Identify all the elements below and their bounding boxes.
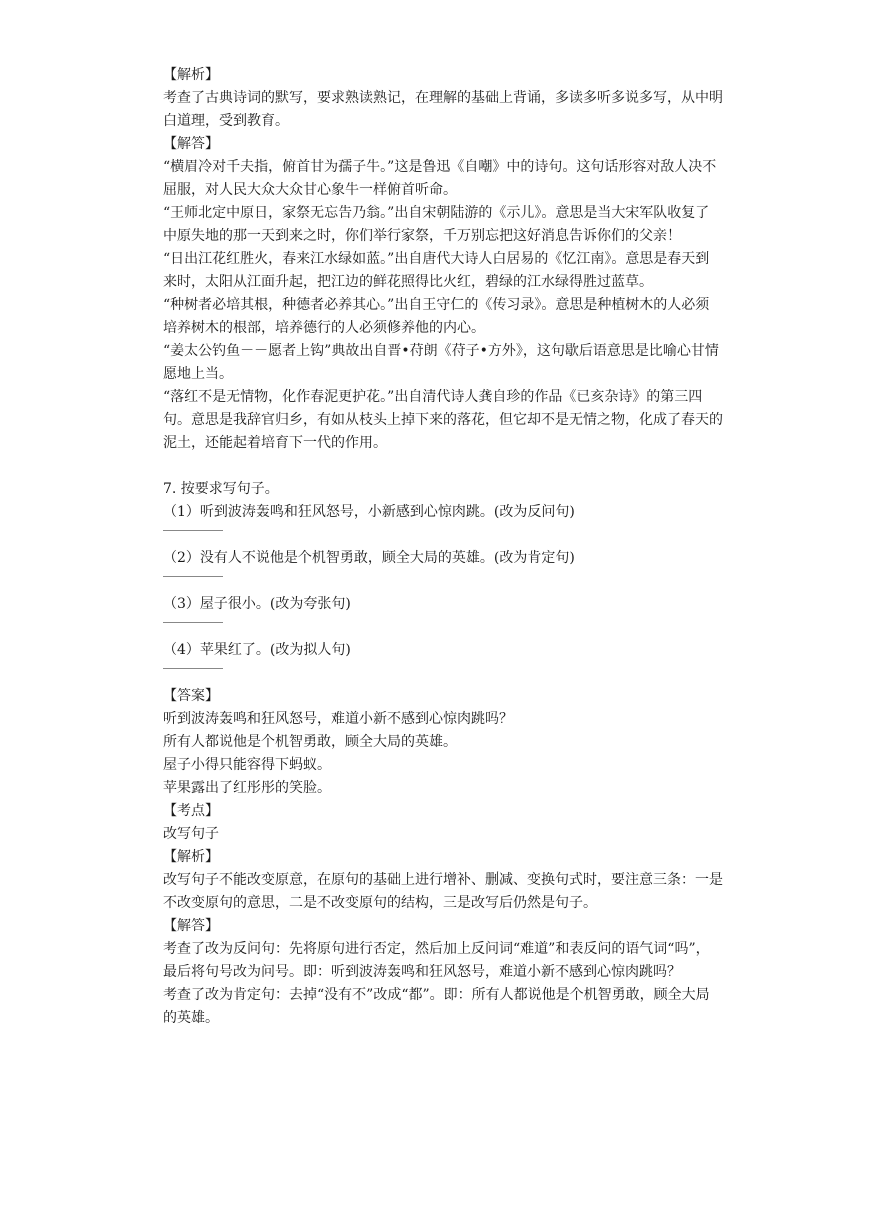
text-paragraph: 改写句子 xyxy=(163,826,219,842)
text-paragraph: （3）屋子很小。(改为夸张句) xyxy=(163,596,351,612)
answer-blank-line xyxy=(163,530,223,531)
text-paragraph: 所有人都说他是个机智勇敢，顾全大局的英雄。 xyxy=(163,734,457,750)
paragraph-spacer xyxy=(163,455,723,478)
answer-blank-line xyxy=(163,668,223,669)
text-paragraph: 【答案】 xyxy=(163,688,219,704)
text-paragraph: （4）苹果红了。(改为拟人句) xyxy=(163,642,351,658)
text-paragraph: 7. 按要求写句子。 xyxy=(163,481,279,497)
text-paragraph: “横眉冷对千夫指，俯首甘为孺子牛。”这是鲁迅《自嘲》中的诗句。这句话形容对敌人决不屈服，对人民大众大众甘心象牛一样俯首听命。 xyxy=(163,159,717,198)
text-paragraph: 屋子小得只能容得下蚂蚁。 xyxy=(163,757,331,773)
answer-blank-line xyxy=(163,576,223,577)
text-paragraph: 【解析】 xyxy=(163,849,219,865)
text-paragraph: “王师北定中原日，家祭无忘告乃翁。”出自宋朝陆游的《示儿》。意思是当大宋军队收复了中原失地的那一天到来之时，你们举行家祭，千万别忘把这好消息告诉你们的父亲！ xyxy=(163,205,710,244)
text-paragraph: “落红不是无情物，化作春泥更护花。”出自清代诗人龚自珍的作品《已亥杂诗》的第三四句。意思是我辞官归乡，有如从枝头上掉下来的落花，但它却不是无情之物，化成了春天的泥土，还能起着培育下一代的作用。 xyxy=(163,389,723,451)
text-paragraph: 【解答】 xyxy=(163,918,219,934)
text-paragraph: 改写句子不能改变原意，在原句的基础上进行增补、删减、变换句式时，要注意三条：一是不改变原句的意思，二是不改变原句的结构，三是改写后仍然是句子。 xyxy=(163,872,723,911)
text-paragraph: 考查了改为反问句：先将原句进行否定，然后加上反问词“难道”和表反问的语气词“吗”，最后将句号改为问号。即：听到波涛轰鸣和狂风怒号，难道小新不感到心惊肉跳吗？ xyxy=(163,941,710,980)
text-paragraph: 苹果露出了红彤彤的笑脸。 xyxy=(163,780,331,796)
document-page xyxy=(163,64,723,1030)
text-paragraph: （2）没有人不说他是个机智勇敢，顾全大局的英雄。(改为肯定句) xyxy=(163,550,575,566)
text-paragraph: 【解答】 xyxy=(163,136,219,152)
text-paragraph: 听到波涛轰鸣和狂风怒号，难道小新不感到心惊肉跳吗？ xyxy=(163,711,513,727)
text-paragraph: “种树者必培其根，种德者必养其心。”出自王守仁的《传习录》。意思是种植树木的人必须培养树木的根部，培养德行的人必须修养他的内心。 xyxy=(163,297,710,336)
text-paragraph: “日出江花红胜火，春来江水绿如蓝。”出自唐代大诗人白居易的《忆江南》。意思是春天到来时，太阳从江面升起，把江边的鲜花照得比火红，碧绿的江水绿得胜过蓝草。 xyxy=(163,251,710,290)
text-paragraph: 【考点】 xyxy=(163,803,219,819)
text-paragraph: “姜太公钓鱼－－愿者上钩”典故出自晋•苻朗《苻子•方外》，这句歇后语意思是比喻心甘情愿地上当。 xyxy=(163,343,719,382)
text-paragraph: 考查了改为肯定句：去掉“没有不”改成“都”。即：所有人都说他是个机智勇敢，顾全大局的英雄。 xyxy=(163,987,710,1026)
text-paragraph: （1）听到波涛轰鸣和狂风怒号，小新感到心惊肉跳。(改为反问句) xyxy=(163,504,575,520)
text-paragraph: 考查了古典诗词的默写，要求熟读熟记，在理解的基础上背诵，多读多听多说多写，从中明白道理，受到教育。 xyxy=(163,90,723,129)
answer-blank-line xyxy=(163,622,223,623)
text-paragraph: 【解析】 xyxy=(163,67,219,83)
